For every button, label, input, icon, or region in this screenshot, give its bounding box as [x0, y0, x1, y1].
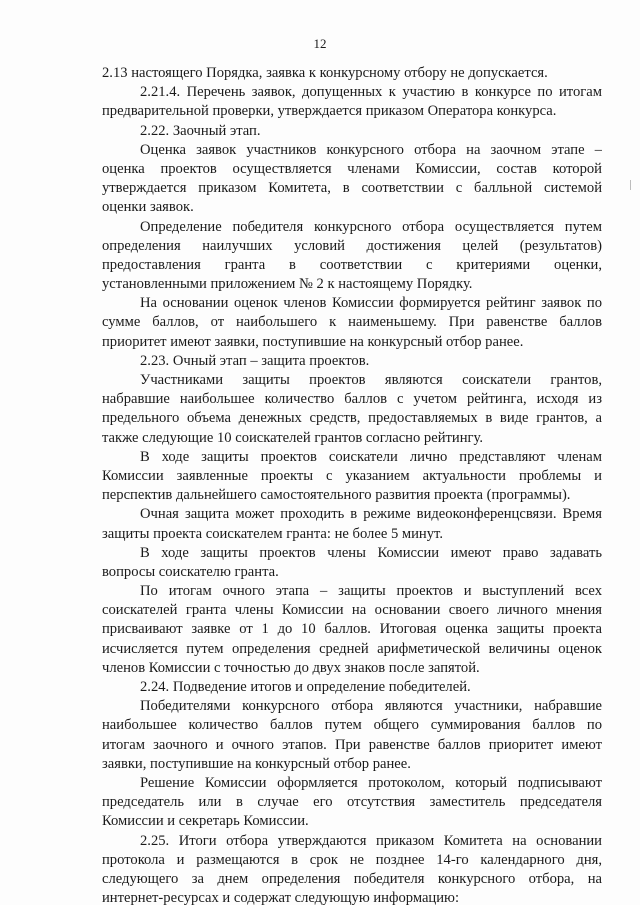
text-line: предварительной проверки, утверждается приказом Оператора конкурса.	[102, 103, 557, 120]
text-line: приоритет имеют заявки, поступившие на конкурсный отбор ранее.	[102, 333, 524, 350]
text-line: Участниками защиты проектов являются соискатели грантов,	[140, 372, 602, 388]
text-line: 2.23. Очный этап – защита проектов.	[140, 352, 370, 369]
text-line: Очная защита может проходить в режиме видеоконференцсвязи. Время	[140, 506, 602, 523]
text-line: протокола и размещаются в срок не позднее 14-го календарного дня,	[102, 851, 602, 868]
text-line: также следующие 10 соискателей грантов согласно рейтингу.	[102, 429, 483, 446]
text-line: присваивают заявке от 1 до 10 баллов. Итоговая оценка защиты проекта	[102, 621, 602, 638]
text-line: итогам заочного и очного этапов. При равенстве баллов приоритет имеют	[102, 736, 602, 753]
scan-margin-mark	[630, 180, 631, 190]
text-line: Комиссии заявленные проекты с указанием актуальности проблемы и	[102, 467, 602, 484]
text-line: вопросы соискателю гранта.	[102, 563, 279, 580]
text-line: Определение победителя конкурсного отбора осуществляется путем	[140, 218, 602, 235]
text-line: Победителями конкурсного отбора являются участники, набравшие	[140, 698, 602, 715]
text-line: определения наилучших условий достижения целей (результатов)	[102, 237, 602, 254]
text-line: членов Комиссии с точностью до двух знаков после запятой.	[102, 659, 480, 676]
text-line: установленными приложением № 2 к настоящему Порядку.	[102, 276, 473, 293]
text-line: В ходе защиты проектов соискатели лично представляют членам	[140, 448, 602, 465]
text-line: сумме баллов, от наибольшего к наименьшему. При равенстве баллов	[102, 314, 602, 331]
text-line: председатель или в случае его отсутствия заместитель председателя	[102, 794, 602, 811]
document-body	[102, 64, 602, 908]
text-line: предельного объема денежных средств, предоставляемых в виде грантов, а	[102, 410, 602, 427]
text-line: наибольшее количество баллов путем общего суммирования баллов по	[102, 717, 602, 734]
text-line: заявки, поступившие на конкурсный отбор ранее.	[102, 755, 411, 772]
text-line: утверждается приказом Комитета, в соответствии с балльной системой	[102, 180, 602, 197]
text-line: перспектив дальнейшего самостоятельного развития проекта (программы).	[102, 487, 571, 504]
text-line: Оценка заявок участников конкурсного отбора на заочном этапе –	[140, 141, 602, 158]
page-number: 12	[313, 36, 327, 51]
text-line: Комиссии и секретарь Комиссии.	[102, 813, 309, 830]
text-line: В ходе защиты проектов члены Комиссии имеют право задавать	[140, 544, 602, 561]
text-line: оценка проектов осуществляется членами Комиссии, состав которой	[102, 160, 602, 177]
text-line: исчисляется путем определения средней арифметической величины оценок	[102, 640, 602, 657]
text-line: 2.25. Итоги отбора утверждаются приказом Комитета на основании	[140, 832, 602, 849]
text-line: 2.24. Подведение итогов и определение победителей.	[140, 679, 471, 695]
text-line: защиты проекта соискателем гранта: не более 5 минут.	[102, 525, 443, 542]
text-line: предоставления гранта в соответствии с критериями оценки,	[102, 256, 602, 273]
text-line: соискателей гранта члены Комиссии на основании своего личного мнения	[102, 602, 602, 619]
text-line: следующего за днем определения победителя конкурсного отбора, на	[102, 870, 602, 887]
text-line: По итогам очного этапа – защиты проектов и выступлений всех	[140, 583, 602, 600]
text-line: интернет-ресурсах и содержат следующую информацию:	[102, 890, 460, 907]
text-line: На основании оценок членов Комиссии формируется рейтинг заявок по	[140, 295, 602, 312]
text-line: 2.22. Заочный этап.	[140, 122, 261, 139]
text-line: набравшие наибольшее количество баллов с учетом рейтинга, исходя из	[102, 391, 602, 408]
text-line: Решение Комиссии оформляется протоколом, который подписывают	[140, 774, 602, 791]
text-line: 2.21.4. Перечень заявок, допущенных к участию в конкурсе по итогам	[140, 84, 602, 101]
text-line: оценки заявок.	[102, 199, 194, 216]
text-line: 2.13 настоящего Порядка, заявка к конкурсному отбору не допускается.	[102, 65, 548, 81]
